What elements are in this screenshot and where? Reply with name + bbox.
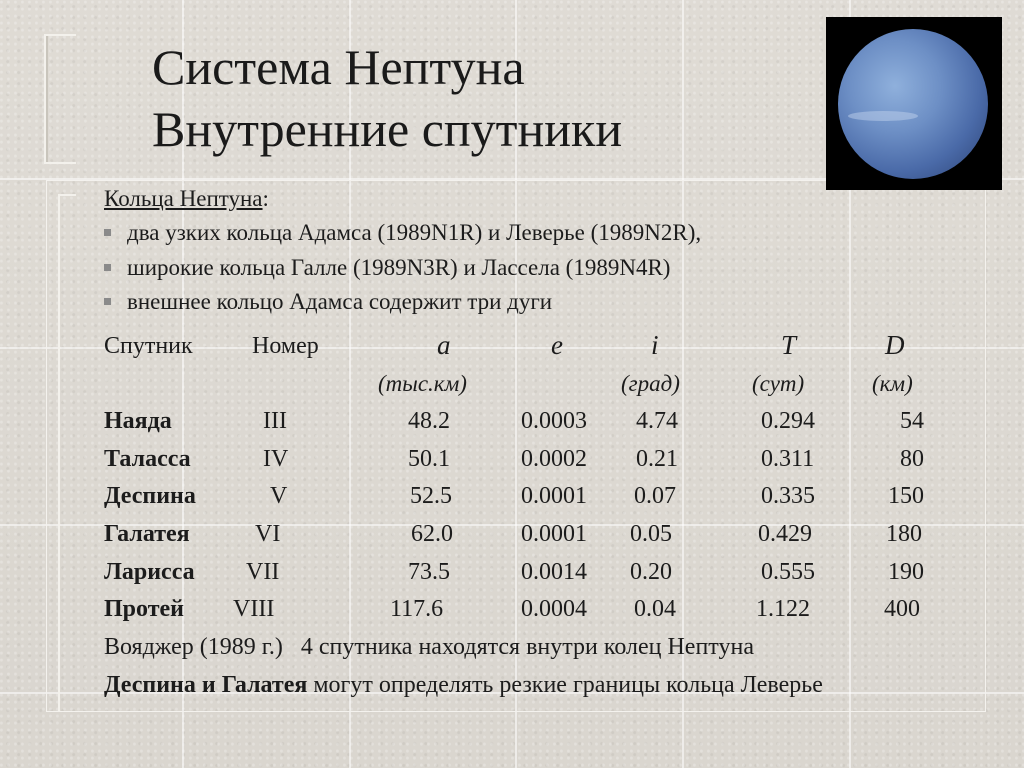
rings-heading-text: Кольца Нептуна (104, 186, 263, 211)
satellite-name: Наяда (104, 408, 172, 434)
header-D: D (885, 330, 905, 360)
title-line-2: Внутренние спутники (152, 101, 623, 157)
neptune-planet-icon (838, 29, 988, 179)
square-bullet-icon (104, 264, 111, 271)
value-i: 0.21 (636, 446, 678, 472)
header-a: a (437, 330, 451, 360)
satellite-number: VI (255, 521, 281, 547)
planet-cloud-band (848, 111, 918, 121)
satellite-number: VII (246, 559, 280, 585)
value-e: 0.0001 (521, 521, 587, 547)
value-e: 0.0014 (521, 559, 587, 585)
value-D: 190 (888, 559, 924, 585)
value-e: 0.0004 (521, 596, 587, 622)
rings-bullet-item (104, 255, 670, 281)
satellite-name: Галатея (104, 521, 190, 547)
value-i: 0.20 (630, 559, 672, 585)
rings-item-text: два узких кольца Адамса (1989N1R) и Леверье (1989N2R), (127, 220, 702, 245)
value-T: 0.311 (761, 446, 815, 472)
value-a: 48.2 (408, 408, 450, 434)
satellite-number: VIII (233, 596, 275, 622)
satellite-name: Таласса (104, 446, 191, 472)
satellite-name: Деспина (104, 483, 196, 509)
value-D: 80 (900, 446, 924, 472)
unit-a: (тыс.км) (378, 371, 467, 396)
header-number: Номер (252, 333, 319, 359)
satellite-number: III (263, 408, 287, 434)
neptune-image (826, 17, 1002, 190)
header-satellite: Спутник (104, 333, 193, 359)
value-T: 0.429 (758, 521, 812, 547)
note-text: могут определять резкие границы кольца Леверье (307, 672, 823, 698)
value-T: 0.335 (761, 483, 815, 509)
value-i: 4.74 (636, 408, 678, 434)
value-i: 0.07 (634, 483, 676, 509)
value-a: 117.6 (390, 596, 444, 622)
voyager-note: Вояджер (1989 г.) 4 спутника находятся внутри колец Нептуна (104, 634, 754, 660)
rings-bullet-item (104, 289, 552, 315)
unit-T: (сут) (752, 371, 805, 396)
value-a: 52.5 (410, 483, 452, 509)
value-T: 0.294 (761, 408, 815, 434)
slide-title (152, 36, 622, 160)
value-T: 1.122 (756, 596, 810, 622)
decorative-frame (44, 34, 76, 164)
satellite-name: Протей (104, 596, 184, 622)
square-bullet-icon (104, 229, 111, 236)
unit-D: (км) (872, 371, 913, 396)
value-i: 0.05 (630, 521, 672, 547)
satellite-number: IV (263, 446, 289, 472)
value-e: 0.0002 (521, 446, 587, 472)
ring-boundary-note (104, 672, 823, 699)
value-D: 54 (900, 408, 924, 434)
unit-i: (град) (621, 371, 680, 396)
value-a: 73.5 (408, 559, 450, 585)
rings-heading (104, 186, 269, 212)
value-e: 0.0003 (521, 408, 587, 434)
value-D: 180 (886, 521, 922, 547)
value-D: 400 (884, 596, 920, 622)
satellite-name: Ларисса (104, 559, 195, 585)
value-a: 62.0 (411, 521, 453, 547)
rings-bullet-item (104, 220, 701, 246)
header-i: i (651, 330, 659, 360)
title-line-1: Система Нептуна (152, 39, 525, 95)
value-D: 150 (888, 483, 924, 509)
value-e: 0.0001 (521, 483, 587, 509)
rings-heading-colon: : (262, 186, 269, 211)
value-i: 0.04 (634, 596, 676, 622)
rings-item-text: широкие кольца Галле (1989N3R) и Лассела (1989N4R) (127, 255, 671, 280)
note-bold-satellites: Деспина и Галатея (104, 672, 308, 698)
value-a: 50.1 (408, 446, 450, 472)
header-e: e (551, 330, 563, 360)
satellite-number: V (270, 483, 288, 509)
rings-item-text: внешнее кольцо Адамса содержит три дуги (127, 289, 553, 314)
header-T: T (781, 330, 797, 360)
square-bullet-icon (104, 298, 111, 305)
value-T: 0.555 (761, 559, 815, 585)
